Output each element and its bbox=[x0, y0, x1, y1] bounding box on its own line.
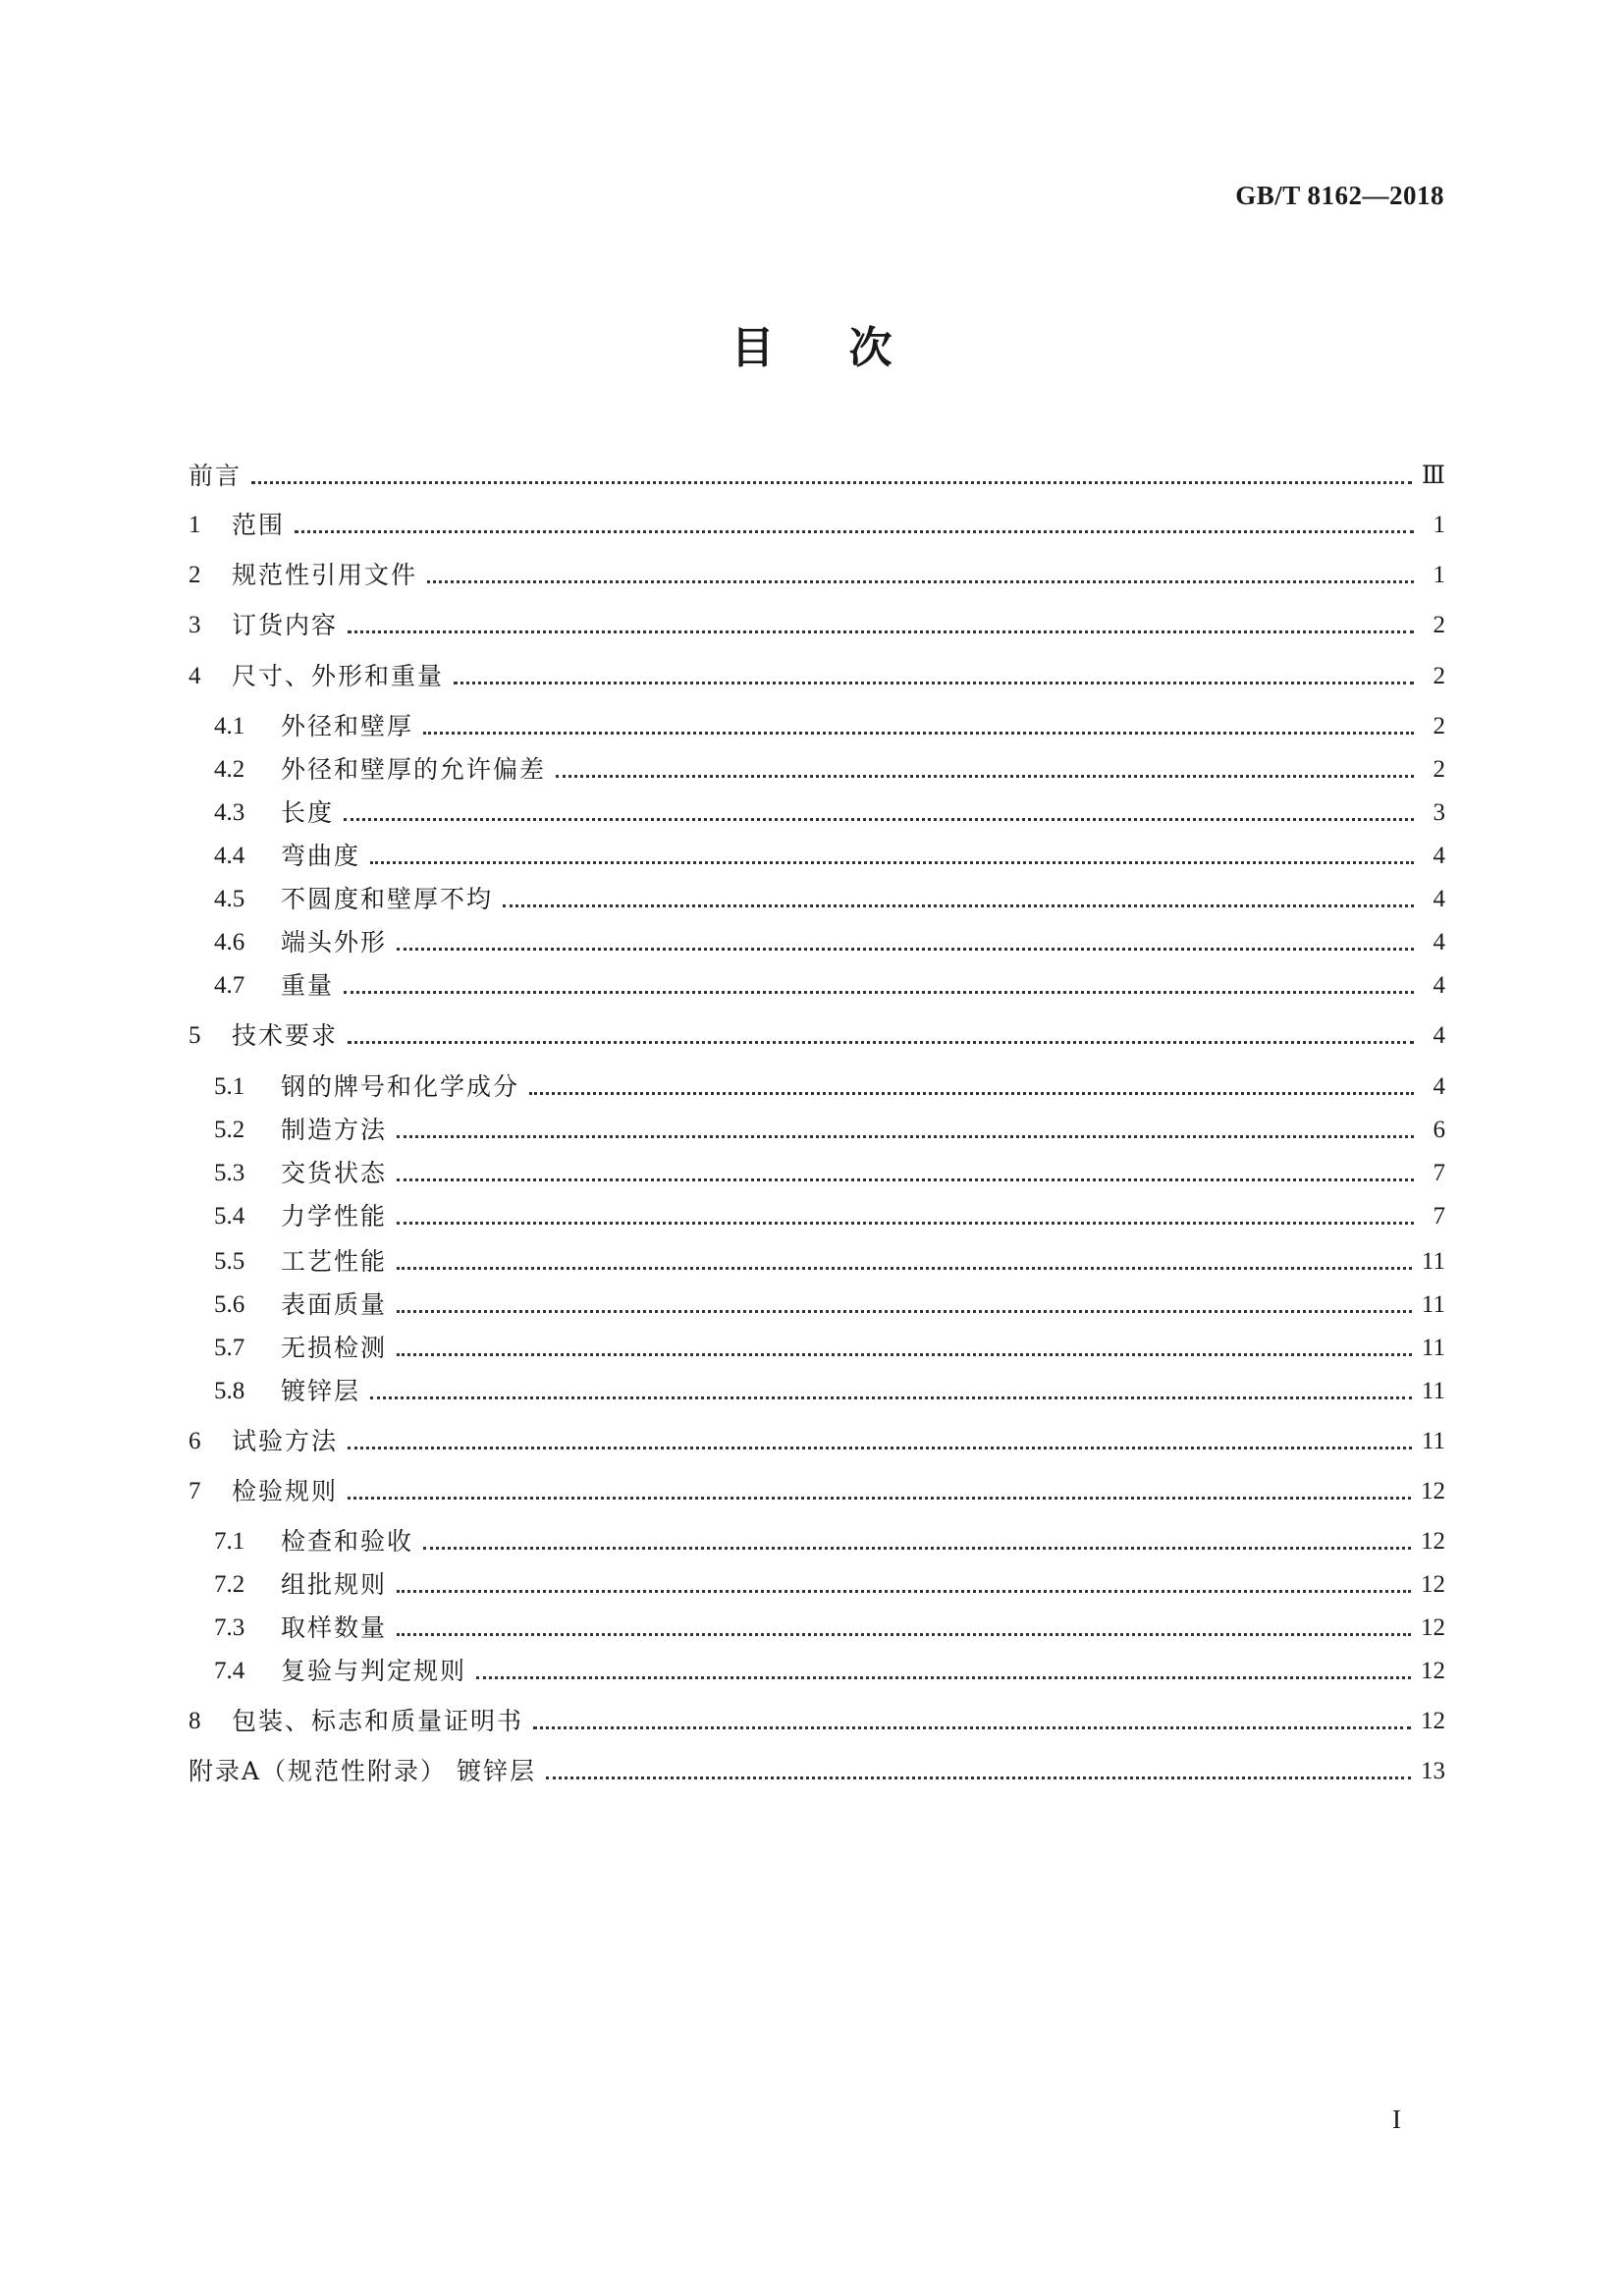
toc-entry-label: 订货内容 bbox=[232, 611, 339, 639]
toc-entry-number: 6 bbox=[189, 1428, 201, 1454]
toc-entry[interactable] bbox=[214, 747, 1445, 787]
toc-entry[interactable] bbox=[214, 1065, 1445, 1104]
toc-entry-page: 12 bbox=[1421, 1614, 1445, 1641]
toc-entry-page: 7 bbox=[1433, 1160, 1445, 1186]
toc-entry[interactable] bbox=[214, 834, 1445, 873]
toc-entry-page: 11 bbox=[1421, 1335, 1445, 1361]
toc-entry-number: 4.5 bbox=[214, 886, 245, 912]
toc-entry-label: 取样数量 bbox=[281, 1613, 388, 1642]
dot-leader bbox=[370, 861, 1414, 864]
toc-entry-page: 2 bbox=[1433, 612, 1445, 638]
toc-entry-label: 外径和壁厚 bbox=[281, 712, 414, 740]
toc-entry-label: 规范性引用文件 bbox=[232, 561, 418, 589]
toc-entry-page: 4 bbox=[1433, 929, 1445, 956]
toc-entry-number: 4.7 bbox=[214, 972, 245, 999]
toc-entry-page: 11 bbox=[1421, 1248, 1445, 1275]
toc-entry[interactable] bbox=[214, 1606, 1445, 1645]
toc-entry-label: 检查和验收 bbox=[281, 1527, 414, 1556]
toc-entry-label: 包装、标志和质量证明书 bbox=[232, 1707, 524, 1735]
page-title: 目次 bbox=[730, 323, 967, 373]
dot-leader bbox=[348, 1041, 1414, 1044]
toc-entry[interactable] bbox=[214, 1649, 1445, 1688]
toc-entry-label: 工艺性能 bbox=[281, 1247, 388, 1276]
toc-entry-page: 11 bbox=[1421, 1378, 1445, 1404]
toc-entry-number: 3 bbox=[189, 612, 201, 638]
toc-entry-number: 1 bbox=[189, 512, 201, 538]
toc-entry-page: 3 bbox=[1433, 799, 1445, 826]
toc-entry-page: Ⅲ bbox=[1421, 463, 1445, 489]
dot-leader bbox=[397, 1178, 1414, 1181]
toc-entry-page: 4 bbox=[1433, 843, 1445, 869]
toc-entry-label: 不圆度和壁厚不均 bbox=[281, 885, 494, 913]
toc-entry-number: 5.4 bbox=[214, 1203, 245, 1230]
toc-entry-page: 6 bbox=[1433, 1117, 1445, 1143]
toc-entry-label: 前言 bbox=[189, 462, 243, 490]
dot-leader bbox=[397, 1633, 1411, 1636]
toc-entry-page: 4 bbox=[1433, 1073, 1445, 1100]
toc-entry-label: 检验规则 bbox=[232, 1477, 339, 1505]
toc-entry-page: 4 bbox=[1433, 1022, 1445, 1049]
toc-entry-number: 4.3 bbox=[214, 799, 245, 826]
toc-entry[interactable] bbox=[214, 1562, 1445, 1602]
toc-entry-label: 外径和壁厚的允许偏差 bbox=[281, 755, 547, 784]
toc-entry-number: 5.2 bbox=[214, 1117, 245, 1143]
toc-entry[interactable] bbox=[189, 1469, 1445, 1508]
toc-entry[interactable] bbox=[214, 1151, 1445, 1190]
toc-entry[interactable] bbox=[214, 1194, 1445, 1233]
toc-entry-label: 范围 bbox=[232, 511, 286, 539]
toc-entry-number: 7.4 bbox=[214, 1658, 245, 1684]
dot-leader bbox=[370, 1396, 1412, 1399]
standard-code: GB/T 8162—2018 bbox=[1235, 181, 1444, 210]
toc-entry-label: 尺寸、外形和重量 bbox=[232, 662, 445, 690]
toc-entry-number: 4.1 bbox=[214, 713, 245, 739]
toc-entry-page: 11 bbox=[1421, 1428, 1445, 1454]
toc-entry[interactable] bbox=[214, 704, 1445, 743]
toc-entry-number: 7.2 bbox=[214, 1571, 245, 1598]
toc-entry-page: 12 bbox=[1421, 1478, 1445, 1504]
toc-entry-number: 5.7 bbox=[214, 1335, 245, 1361]
toc-entry-number: 4.6 bbox=[214, 929, 245, 956]
dot-leader bbox=[533, 1726, 1411, 1729]
toc-entry-label: 附录A（规范性附录） 镀锌层 bbox=[189, 1757, 537, 1785]
toc-entry[interactable] bbox=[214, 1239, 1445, 1279]
toc-entry-number: 7 bbox=[189, 1478, 201, 1504]
toc-entry[interactable] bbox=[189, 503, 1445, 542]
toc-entry-label: 制造方法 bbox=[281, 1116, 388, 1144]
dot-leader bbox=[397, 1353, 1412, 1356]
toc-entry-page: 11 bbox=[1421, 1291, 1445, 1318]
toc-entry-label: 重量 bbox=[281, 971, 335, 1000]
toc-entry-page: 4 bbox=[1433, 972, 1445, 999]
toc-entry-page: 7 bbox=[1433, 1203, 1445, 1230]
toc-entry-label: 长度 bbox=[281, 798, 335, 827]
toc-entry[interactable] bbox=[189, 603, 1445, 642]
toc-entry-number: 5.1 bbox=[214, 1073, 245, 1100]
toc-entry-page: 13 bbox=[1421, 1758, 1445, 1784]
toc-entry-label: 技术要求 bbox=[232, 1021, 339, 1050]
toc-entry-page: 12 bbox=[1421, 1708, 1445, 1734]
toc-entry-label: 复验与判定规则 bbox=[281, 1657, 467, 1685]
dot-leader bbox=[348, 1497, 1411, 1500]
dot-leader bbox=[397, 948, 1414, 951]
toc-entry-number: 4.4 bbox=[214, 843, 245, 869]
toc-entry-label: 组批规则 bbox=[281, 1570, 388, 1599]
toc-entry[interactable] bbox=[214, 791, 1445, 830]
dot-leader bbox=[348, 630, 1414, 633]
toc-entry-number: 5 bbox=[189, 1022, 201, 1049]
toc-entry-page: 12 bbox=[1421, 1658, 1445, 1684]
toc-entry-number: 5.6 bbox=[214, 1291, 245, 1318]
toc-entry-number: 5.8 bbox=[214, 1378, 245, 1404]
toc-entry-number: 4 bbox=[189, 663, 201, 689]
dot-leader bbox=[556, 775, 1414, 778]
toc-entry-label: 无损检测 bbox=[281, 1334, 388, 1362]
dot-leader bbox=[348, 1447, 1412, 1449]
toc-entry-label: 力学性能 bbox=[281, 1202, 388, 1230]
toc-entry[interactable] bbox=[214, 1369, 1445, 1408]
toc-entry-page: 12 bbox=[1421, 1528, 1445, 1555]
dot-leader bbox=[344, 991, 1414, 994]
toc-entry-number: 7.3 bbox=[214, 1614, 245, 1641]
toc-entry-page: 1 bbox=[1433, 512, 1445, 538]
toc-entry-label: 表面质量 bbox=[281, 1290, 388, 1319]
toc-entry-page: 12 bbox=[1421, 1571, 1445, 1598]
dot-leader bbox=[423, 1547, 1411, 1550]
toc-entry-page: 4 bbox=[1433, 886, 1445, 912]
toc-entry-page: 2 bbox=[1433, 713, 1445, 739]
page-number: I bbox=[1392, 2105, 1401, 2134]
toc-entry-label: 试验方法 bbox=[232, 1427, 339, 1455]
dot-leader bbox=[454, 682, 1414, 684]
dot-leader bbox=[397, 1222, 1414, 1225]
toc-entry-page: 2 bbox=[1433, 756, 1445, 783]
toc-entry[interactable] bbox=[214, 920, 1445, 959]
toc-entry[interactable] bbox=[189, 654, 1445, 693]
dot-leader bbox=[503, 904, 1414, 907]
dot-leader bbox=[397, 1310, 1412, 1313]
toc-entry[interactable] bbox=[189, 1699, 1445, 1738]
toc-entry[interactable] bbox=[214, 1108, 1445, 1147]
toc-entry[interactable] bbox=[189, 1013, 1445, 1053]
dot-leader bbox=[529, 1092, 1414, 1095]
toc-entry[interactable] bbox=[214, 963, 1445, 1003]
dot-leader bbox=[397, 1135, 1414, 1138]
dot-leader bbox=[251, 481, 1412, 484]
toc-entry-number: 7.1 bbox=[214, 1528, 245, 1555]
dot-leader bbox=[344, 818, 1414, 821]
toc-entry-number: 8 bbox=[189, 1708, 201, 1734]
toc-entry-number: 5.5 bbox=[214, 1248, 245, 1275]
dot-leader bbox=[476, 1676, 1411, 1679]
dot-leader bbox=[295, 530, 1414, 533]
toc-entry[interactable] bbox=[189, 553, 1445, 592]
dot-leader bbox=[427, 580, 1414, 583]
toc-entry[interactable] bbox=[189, 454, 1445, 493]
dot-leader bbox=[546, 1777, 1411, 1779]
toc-entry-label: 弯曲度 bbox=[281, 842, 361, 870]
toc-entry-label: 钢的牌号和化学成分 bbox=[281, 1072, 520, 1101]
toc-entry-label: 镀锌层 bbox=[281, 1377, 361, 1405]
toc-entry-page: 2 bbox=[1433, 663, 1445, 689]
toc-entry-label: 交货状态 bbox=[281, 1159, 388, 1187]
toc-entry-number: 4.2 bbox=[214, 756, 245, 783]
dot-leader bbox=[397, 1267, 1412, 1270]
toc-entry[interactable] bbox=[214, 1326, 1445, 1365]
toc-entry-number: 5.3 bbox=[214, 1160, 245, 1186]
toc-entry-page: 1 bbox=[1433, 562, 1445, 588]
dot-leader bbox=[423, 732, 1414, 735]
dot-leader bbox=[397, 1590, 1411, 1593]
toc-entry[interactable] bbox=[214, 877, 1445, 916]
toc-entry-label: 端头外形 bbox=[281, 928, 388, 957]
toc-entry[interactable] bbox=[214, 1519, 1445, 1558]
toc-entry[interactable] bbox=[189, 1419, 1445, 1458]
toc-entry[interactable] bbox=[214, 1283, 1445, 1322]
toc-entry[interactable] bbox=[189, 1749, 1445, 1788]
toc-entry-number: 2 bbox=[189, 562, 201, 588]
